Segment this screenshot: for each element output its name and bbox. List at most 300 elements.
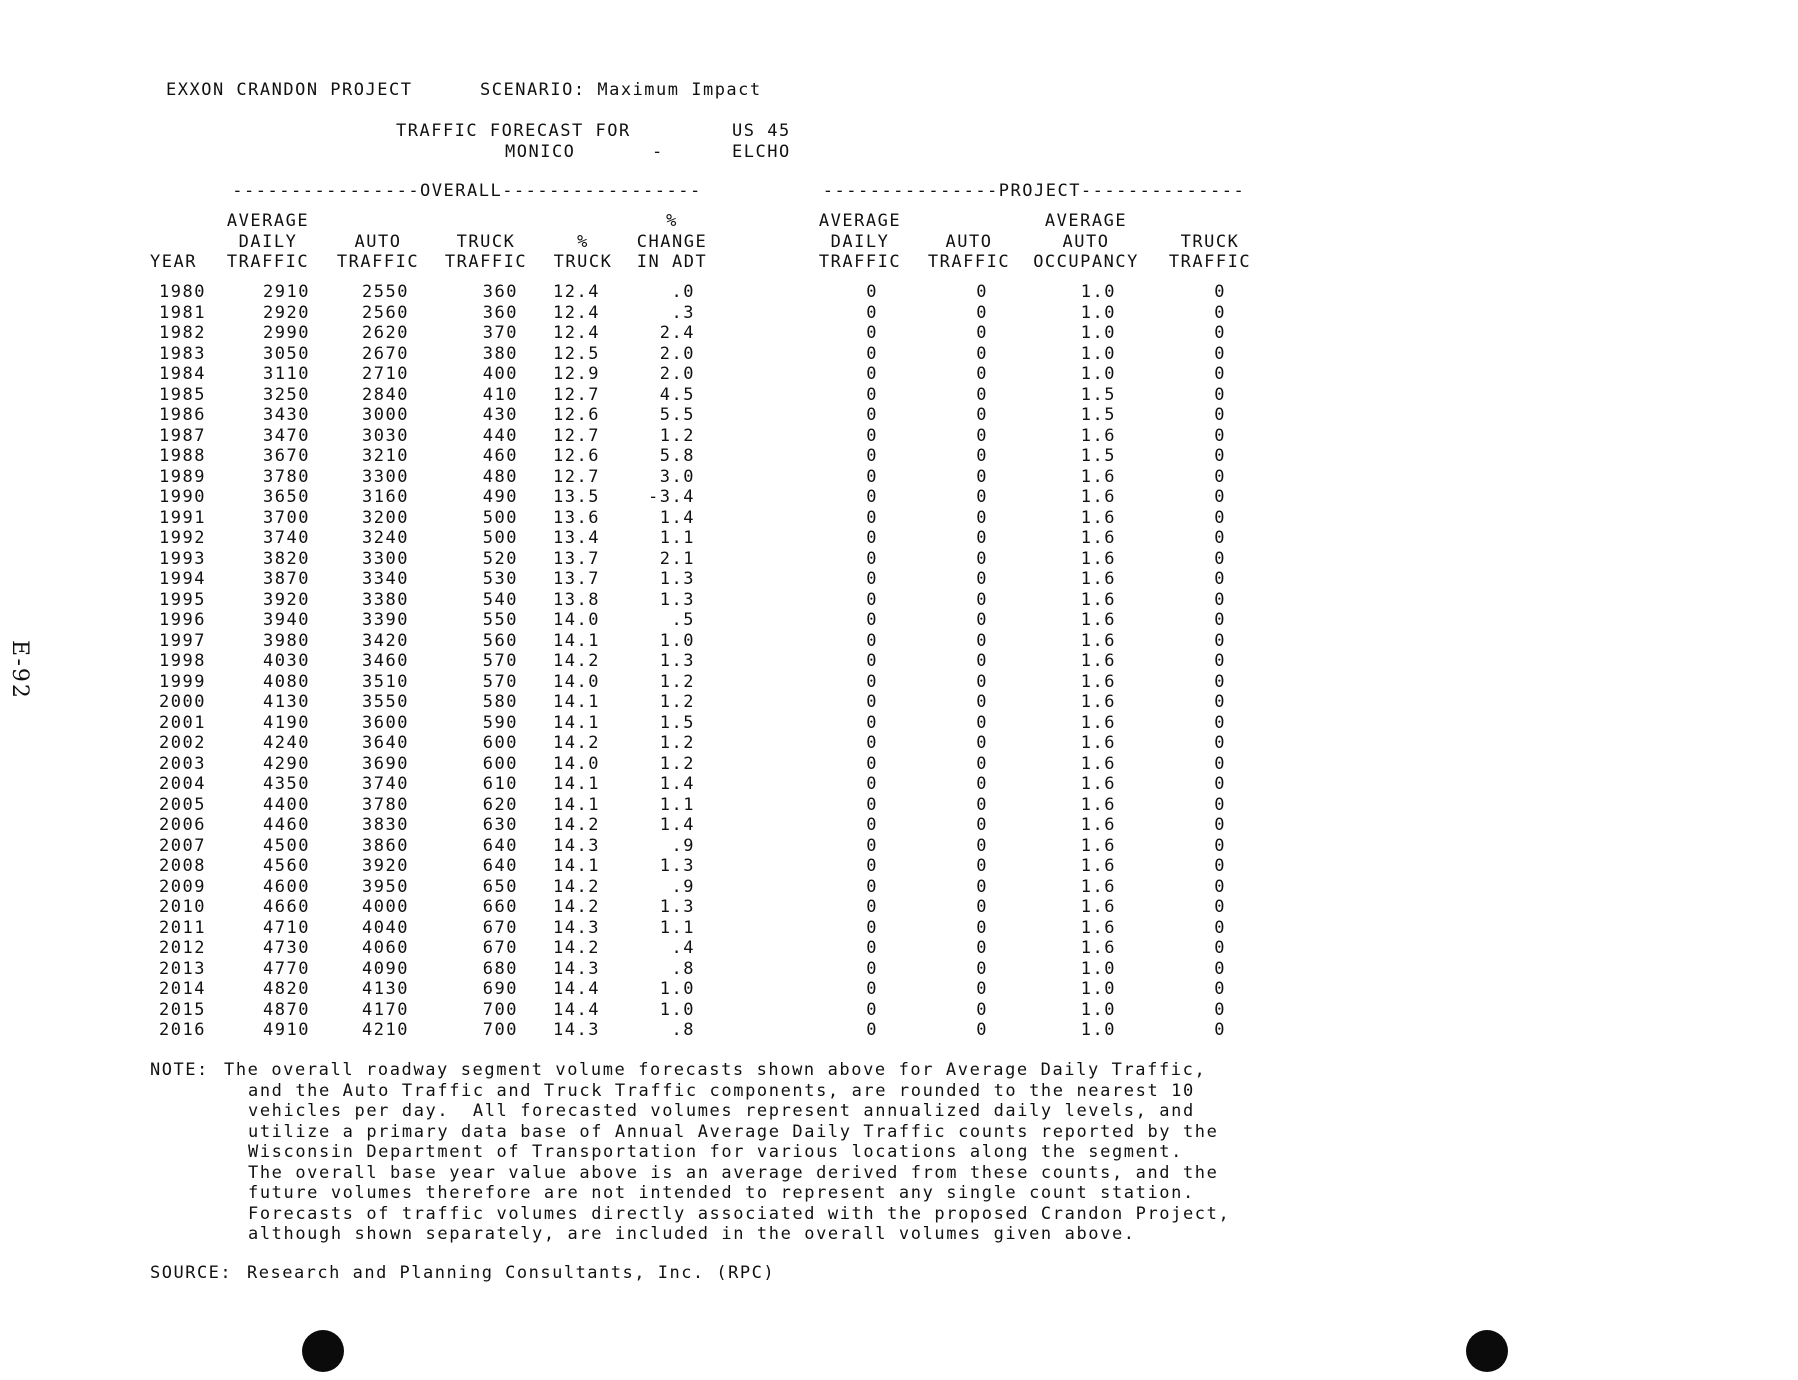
cell-year: 2014	[159, 979, 206, 999]
cell-year: 1989	[159, 466, 206, 487]
cell-p-occ: 1.0	[1080, 364, 1116, 384]
cell-p-auto: 0	[976, 364, 988, 384]
cell-pct-truck: 14.0	[553, 671, 600, 692]
cell-auto: 3340	[362, 569, 409, 589]
cell-pct-truck: 12.7	[553, 384, 600, 405]
column-header-p-adt: DAILY	[830, 231, 890, 252]
cell-year: 1997	[159, 630, 206, 651]
cell-truck: 700	[482, 999, 518, 1020]
cell-p-occ: 1.0	[1080, 979, 1116, 999]
cell-truck: 690	[482, 979, 518, 999]
cell-auto: 3920	[362, 856, 409, 876]
note-line: future volumes therefore are not intended to represent any single count station.	[248, 1183, 1195, 1203]
binder-hole-left	[302, 1330, 344, 1372]
cell-p-adt: 0	[866, 282, 878, 302]
column-header-auto: TRAFFIC	[336, 252, 420, 272]
cell-truck: 570	[482, 671, 518, 692]
cell-p-occ: 1.6	[1080, 589, 1116, 610]
cell-year: 1987	[159, 425, 206, 446]
cell-adt: 3050	[263, 343, 310, 364]
cell-p-truck: 0	[1214, 282, 1226, 302]
cell-auto: 4090	[362, 958, 409, 979]
cell-year: 2007	[159, 835, 206, 856]
cell-truck: 480	[482, 466, 518, 487]
cell-p-truck: 0	[1214, 610, 1226, 630]
cell-pct-truck: 14.1	[553, 712, 600, 733]
cell-truck: 530	[482, 569, 518, 589]
cell-adt: 2910	[263, 282, 310, 302]
cell-p-truck: 0	[1214, 794, 1226, 815]
table-row	[0, 323, 1798, 344]
cell-p-truck: 0	[1214, 999, 1226, 1020]
cell-truck: 400	[482, 364, 518, 384]
cell-p-adt: 0	[866, 487, 878, 507]
cell-pct-change: 1.3	[659, 651, 695, 671]
table-row	[0, 774, 1798, 795]
cell-truck: 360	[482, 282, 518, 302]
cell-adt: 3870	[263, 569, 310, 589]
cell-p-occ: 1.0	[1080, 282, 1116, 302]
cell-auto: 3200	[362, 507, 409, 528]
cell-pct-change: 1.2	[659, 671, 695, 692]
cell-auto: 3780	[362, 794, 409, 815]
cell-p-auto: 0	[976, 917, 988, 938]
cell-p-occ: 1.6	[1080, 569, 1116, 589]
cell-pct-change: 2.0	[659, 343, 695, 364]
cell-pct-change: 1.3	[659, 897, 695, 917]
cell-adt: 3430	[263, 405, 310, 425]
cell-p-occ: 1.0	[1080, 999, 1116, 1020]
cell-p-adt: 0	[866, 446, 878, 466]
cell-p-truck: 0	[1214, 815, 1226, 835]
cell-pct-truck: 14.1	[553, 856, 600, 876]
cell-pct-truck: 12.4	[553, 282, 600, 302]
cell-truck: 370	[482, 323, 518, 343]
cell-truck: 650	[482, 876, 518, 897]
cell-adt: 4910	[263, 1020, 310, 1040]
cell-p-auto: 0	[976, 507, 988, 528]
page-number: E-92	[7, 640, 32, 700]
cell-p-occ: 1.6	[1080, 815, 1116, 835]
cell-pct-truck: 12.5	[553, 343, 600, 364]
cell-auto: 3390	[362, 610, 409, 630]
cell-p-occ: 1.6	[1080, 528, 1116, 548]
cell-adt: 2990	[263, 323, 310, 343]
cell-auto: 2550	[362, 282, 409, 302]
cell-p-auto: 0	[976, 753, 988, 774]
cell-truck: 600	[482, 753, 518, 774]
cell-pct-change: 1.2	[659, 753, 695, 774]
cell-p-adt: 0	[866, 938, 878, 958]
note-line: Wisconsin Department of Transportation for various locations along the segment.	[248, 1142, 1183, 1162]
cell-auto: 3420	[362, 630, 409, 651]
cell-pct-change: 1.3	[659, 569, 695, 589]
cell-pct-change: 2.0	[659, 364, 695, 384]
cell-p-auto: 0	[976, 979, 988, 999]
table-row	[0, 303, 1798, 324]
cell-p-occ: 1.6	[1080, 712, 1116, 733]
cell-truck: 440	[482, 425, 518, 446]
cell-p-adt: 0	[866, 835, 878, 856]
cell-auto: 4040	[362, 917, 409, 938]
cell-year: 1995	[159, 589, 206, 610]
cell-p-truck: 0	[1214, 405, 1226, 425]
table-row	[0, 528, 1798, 549]
cell-auto: 3950	[362, 876, 409, 897]
cell-pct-change: .8	[671, 958, 695, 979]
cell-p-occ: 1.6	[1080, 835, 1116, 856]
cell-p-auto: 0	[976, 589, 988, 610]
cell-p-adt: 0	[866, 876, 878, 897]
cell-pct-change: 1.3	[659, 589, 695, 610]
cell-pct-change: 1.0	[659, 999, 695, 1020]
cell-p-truck: 0	[1214, 712, 1226, 733]
cell-adt: 3980	[263, 630, 310, 651]
note-line: The overall base year value above is an average derived from these counts, and the	[248, 1162, 1219, 1183]
cell-p-occ: 1.6	[1080, 774, 1116, 794]
cell-p-auto: 0	[976, 712, 988, 733]
cell-p-occ: 1.6	[1080, 610, 1116, 630]
cell-auto: 3210	[362, 446, 409, 466]
cell-p-auto: 0	[976, 384, 988, 405]
cell-adt: 4080	[263, 671, 310, 692]
table-row	[0, 979, 1798, 1000]
cell-auto: 3160	[362, 487, 409, 507]
cell-pct-change: 1.5	[659, 712, 695, 733]
cell-pct-truck: 14.3	[553, 835, 600, 856]
cell-p-auto: 0	[976, 569, 988, 589]
cell-p-adt: 0	[866, 979, 878, 999]
segment-dash: -	[652, 142, 664, 162]
column-header-p-occ: OCCUPANCY	[1033, 252, 1139, 272]
table-row	[0, 713, 1798, 734]
cell-p-adt: 0	[866, 692, 878, 712]
cell-p-adt: 0	[866, 528, 878, 548]
cell-adt: 4030	[263, 651, 310, 671]
cell-truck: 500	[482, 528, 518, 548]
cell-auto: 3240	[362, 528, 409, 548]
column-header-truck: TRAFFIC	[444, 252, 528, 272]
cell-auto: 2840	[362, 384, 409, 405]
cell-p-occ: 1.6	[1080, 651, 1116, 671]
cell-pct-truck: 14.2	[553, 815, 600, 835]
cell-p-adt: 0	[866, 466, 878, 487]
cell-p-occ: 1.6	[1080, 753, 1116, 774]
cell-p-auto: 0	[976, 774, 988, 794]
cell-auto: 3300	[362, 466, 409, 487]
cell-adt: 3470	[263, 425, 310, 446]
cell-p-occ: 1.6	[1080, 425, 1116, 446]
cell-truck: 490	[482, 487, 518, 507]
column-header-adt: TRAFFIC	[226, 252, 310, 272]
cell-p-adt: 0	[866, 589, 878, 610]
cell-pct-truck: 14.2	[553, 876, 600, 897]
cell-truck: 670	[482, 917, 518, 938]
cell-year: 1980	[159, 282, 206, 302]
cell-adt: 3110	[263, 364, 310, 384]
cell-adt: 4130	[263, 692, 310, 712]
cell-p-occ: 1.6	[1080, 548, 1116, 569]
table-row	[0, 918, 1798, 939]
note-line: and the Auto Traffic and Truck Traffic components, are rounded to the nearest 10	[248, 1080, 1195, 1101]
cell-pct-truck: 14.4	[553, 979, 600, 999]
note-line: Forecasts of traffic volumes directly associated with the proposed Crandon Project,	[248, 1203, 1231, 1224]
cell-p-auto: 0	[976, 548, 988, 569]
cell-year: 2002	[159, 733, 206, 753]
cell-year: 2000	[159, 692, 206, 712]
table-row	[0, 508, 1798, 529]
project-title: EXXON CRANDON PROJECT	[166, 80, 413, 100]
cell-truck: 600	[482, 733, 518, 753]
cell-pct-change: 2.4	[659, 323, 695, 343]
cell-year: 1991	[159, 507, 206, 528]
cell-p-occ: 1.6	[1080, 466, 1116, 487]
cell-auto: 2670	[362, 343, 409, 364]
cell-pct-change: 1.4	[659, 507, 695, 528]
scenario-label: SCENARIO: Maximum Impact	[480, 80, 762, 100]
cell-p-truck: 0	[1214, 343, 1226, 364]
cell-p-adt: 0	[866, 610, 878, 630]
cell-year: 1986	[159, 405, 206, 425]
cell-p-occ: 1.6	[1080, 671, 1116, 692]
cell-adt: 4240	[263, 733, 310, 753]
column-header-auto: AUTO	[354, 231, 402, 252]
cell-p-truck: 0	[1214, 1020, 1226, 1040]
cell-pct-truck: 14.1	[553, 774, 600, 794]
cell-adt: 4460	[263, 815, 310, 835]
column-header-p-auto: TRAFFIC	[927, 252, 1011, 272]
cell-p-occ: 1.6	[1080, 794, 1116, 815]
table-row	[0, 631, 1798, 652]
cell-pct-change: 1.0	[659, 630, 695, 651]
cell-auto: 3690	[362, 753, 409, 774]
cell-year: 2010	[159, 897, 206, 917]
cell-p-occ: 1.0	[1080, 302, 1116, 323]
cell-auto: 3460	[362, 651, 409, 671]
cell-pct-change: 1.2	[659, 425, 695, 446]
cell-p-occ: 1.6	[1080, 487, 1116, 507]
table-row	[0, 836, 1798, 857]
cell-truck: 430	[482, 405, 518, 425]
cell-year: 1999	[159, 671, 206, 692]
cell-pct-truck: 14.2	[553, 651, 600, 671]
cell-pct-truck: 14.3	[553, 1020, 600, 1040]
cell-pct-change: .4	[671, 938, 695, 958]
note-line: although shown separately, are included in the overall volumes given above.	[248, 1224, 1136, 1244]
cell-auto: 4060	[362, 938, 409, 958]
cell-pct-truck: 14.1	[553, 692, 600, 712]
table-row	[0, 364, 1798, 385]
table-row	[0, 467, 1798, 488]
cell-p-truck: 0	[1214, 569, 1226, 589]
cell-pct-truck: 14.2	[553, 733, 600, 753]
cell-p-truck: 0	[1214, 938, 1226, 958]
cell-truck: 500	[482, 507, 518, 528]
table-row	[0, 385, 1798, 406]
table-row	[0, 897, 1798, 918]
table-row	[0, 856, 1798, 877]
cell-truck: 640	[482, 835, 518, 856]
cell-p-truck: 0	[1214, 589, 1226, 610]
cell-adt: 4400	[263, 794, 310, 815]
cell-p-truck: 0	[1214, 774, 1226, 794]
cell-p-occ: 1.6	[1080, 507, 1116, 528]
cell-adt: 4190	[263, 712, 310, 733]
cell-p-truck: 0	[1214, 958, 1226, 979]
cell-pct-change: 1.1	[659, 528, 695, 548]
cell-p-auto: 0	[976, 733, 988, 753]
cell-pct-change: 1.1	[659, 794, 695, 815]
cell-pct-change: 5.8	[659, 446, 695, 466]
cell-auto: 2620	[362, 323, 409, 343]
cell-p-occ: 1.6	[1080, 897, 1116, 917]
cell-year: 2009	[159, 876, 206, 897]
cell-auto: 3300	[362, 548, 409, 569]
cell-p-adt: 0	[866, 897, 878, 917]
cell-p-auto: 0	[976, 999, 988, 1020]
cell-p-auto: 0	[976, 794, 988, 815]
cell-p-adt: 0	[866, 630, 878, 651]
route-label: US 45	[732, 121, 791, 141]
cell-truck: 670	[482, 938, 518, 958]
cell-p-auto: 0	[976, 671, 988, 692]
cell-pct-change: .0	[671, 282, 695, 302]
cell-truck: 550	[482, 610, 518, 630]
column-header-p-adt: TRAFFIC	[818, 252, 902, 272]
cell-year: 2004	[159, 774, 206, 794]
cell-p-truck: 0	[1214, 487, 1226, 507]
column-header-year: YEAR	[150, 252, 197, 272]
cell-year: 1984	[159, 364, 206, 384]
column-header-pct-truck: %	[577, 231, 589, 252]
cell-pct-truck: 13.8	[553, 589, 600, 610]
cell-pct-change: 1.2	[659, 692, 695, 712]
cell-adt: 3670	[263, 446, 310, 466]
cell-p-adt: 0	[866, 671, 878, 692]
cell-truck: 590	[482, 712, 518, 733]
cell-p-adt: 0	[866, 753, 878, 774]
cell-pct-change: 5.5	[659, 405, 695, 425]
table-row	[0, 938, 1798, 959]
forecast-label: TRAFFIC FORECAST FOR	[396, 121, 631, 141]
cell-pct-truck: 12.4	[553, 302, 600, 323]
cell-pct-change: 1.3	[659, 856, 695, 876]
cell-pct-truck: 13.7	[553, 569, 600, 589]
cell-p-truck: 0	[1214, 323, 1226, 343]
table-row	[0, 1020, 1798, 1041]
cell-p-auto: 0	[976, 528, 988, 548]
cell-auto: 3830	[362, 815, 409, 835]
table-row	[0, 733, 1798, 754]
cell-p-adt: 0	[866, 856, 878, 876]
cell-year: 2001	[159, 712, 206, 733]
cell-p-auto: 0	[976, 425, 988, 446]
cell-adt: 4820	[263, 979, 310, 999]
cell-year: 1994	[159, 569, 206, 589]
cell-pct-change: 1.0	[659, 979, 695, 999]
cell-p-occ: 1.5	[1080, 446, 1116, 466]
cell-adt: 4660	[263, 897, 310, 917]
cell-auto: 3510	[362, 671, 409, 692]
cell-pct-change: -3.4	[648, 487, 695, 507]
cell-p-adt: 0	[866, 958, 878, 979]
cell-truck: 680	[482, 958, 518, 979]
cell-pct-truck: 14.2	[553, 897, 600, 917]
cell-truck: 540	[482, 589, 518, 610]
column-header-p-truck: TRUCK	[1180, 231, 1240, 252]
cell-p-auto: 0	[976, 651, 988, 671]
cell-truck: 380	[482, 343, 518, 364]
cell-pct-change: 3.0	[659, 466, 695, 487]
cell-adt: 4710	[263, 917, 310, 938]
table-row	[0, 672, 1798, 693]
cell-p-auto: 0	[976, 405, 988, 425]
cell-year: 2015	[159, 999, 206, 1020]
table-row	[0, 282, 1798, 303]
cell-year: 1983	[159, 343, 206, 364]
cell-p-occ: 1.5	[1080, 384, 1116, 405]
cell-pct-change: 4.5	[659, 384, 695, 405]
column-header-pct-truck: TRUCK	[553, 252, 613, 272]
table-row	[0, 959, 1798, 980]
cell-p-adt: 0	[866, 302, 878, 323]
cell-pct-truck: 14.0	[553, 753, 600, 774]
cell-truck: 700	[482, 1020, 518, 1040]
table-row	[0, 405, 1798, 426]
cell-pct-change: 1.1	[659, 917, 695, 938]
cell-p-adt: 0	[866, 733, 878, 753]
column-header-p-auto: AUTO	[945, 231, 993, 252]
cell-auto: 3030	[362, 425, 409, 446]
cell-year: 1990	[159, 487, 206, 507]
cell-adt: 3250	[263, 384, 310, 405]
note-line: utilize a primary data base of Annual Average Daily Traffic counts reported by the	[248, 1121, 1219, 1142]
cell-p-auto: 0	[976, 692, 988, 712]
table-row	[0, 795, 1798, 816]
source-text: Research and Planning Consultants, Inc. (RPC)	[247, 1263, 776, 1283]
cell-year: 1998	[159, 651, 206, 671]
cell-adt: 4500	[263, 835, 310, 856]
column-header-p-truck: TRAFFIC	[1168, 252, 1252, 272]
cell-pct-truck: 14.2	[553, 938, 600, 958]
cell-p-auto: 0	[976, 282, 988, 302]
cell-p-truck: 0	[1214, 302, 1226, 323]
table-row	[0, 815, 1798, 836]
cell-p-adt: 0	[866, 815, 878, 835]
cell-pct-change: 1.4	[659, 815, 695, 835]
cell-auto: 3640	[362, 733, 409, 753]
cell-p-adt: 0	[866, 343, 878, 364]
cell-pct-truck: 12.7	[553, 466, 600, 487]
cell-adt: 4730	[263, 938, 310, 958]
cell-truck: 580	[482, 692, 518, 712]
cell-p-truck: 0	[1214, 835, 1226, 856]
cell-year: 2005	[159, 794, 206, 815]
cell-adt: 4870	[263, 999, 310, 1020]
cell-truck: 620	[482, 794, 518, 815]
table-row	[0, 549, 1798, 570]
cell-p-adt: 0	[866, 384, 878, 405]
cell-year: 1996	[159, 610, 206, 630]
cell-p-truck: 0	[1214, 630, 1226, 651]
cell-adt: 4290	[263, 753, 310, 774]
cell-adt: 3780	[263, 466, 310, 487]
cell-auto: 4210	[362, 1020, 409, 1040]
cell-p-adt: 0	[866, 569, 878, 589]
cell-p-adt: 0	[866, 405, 878, 425]
cell-p-auto: 0	[976, 1020, 988, 1040]
cell-p-truck: 0	[1214, 466, 1226, 487]
